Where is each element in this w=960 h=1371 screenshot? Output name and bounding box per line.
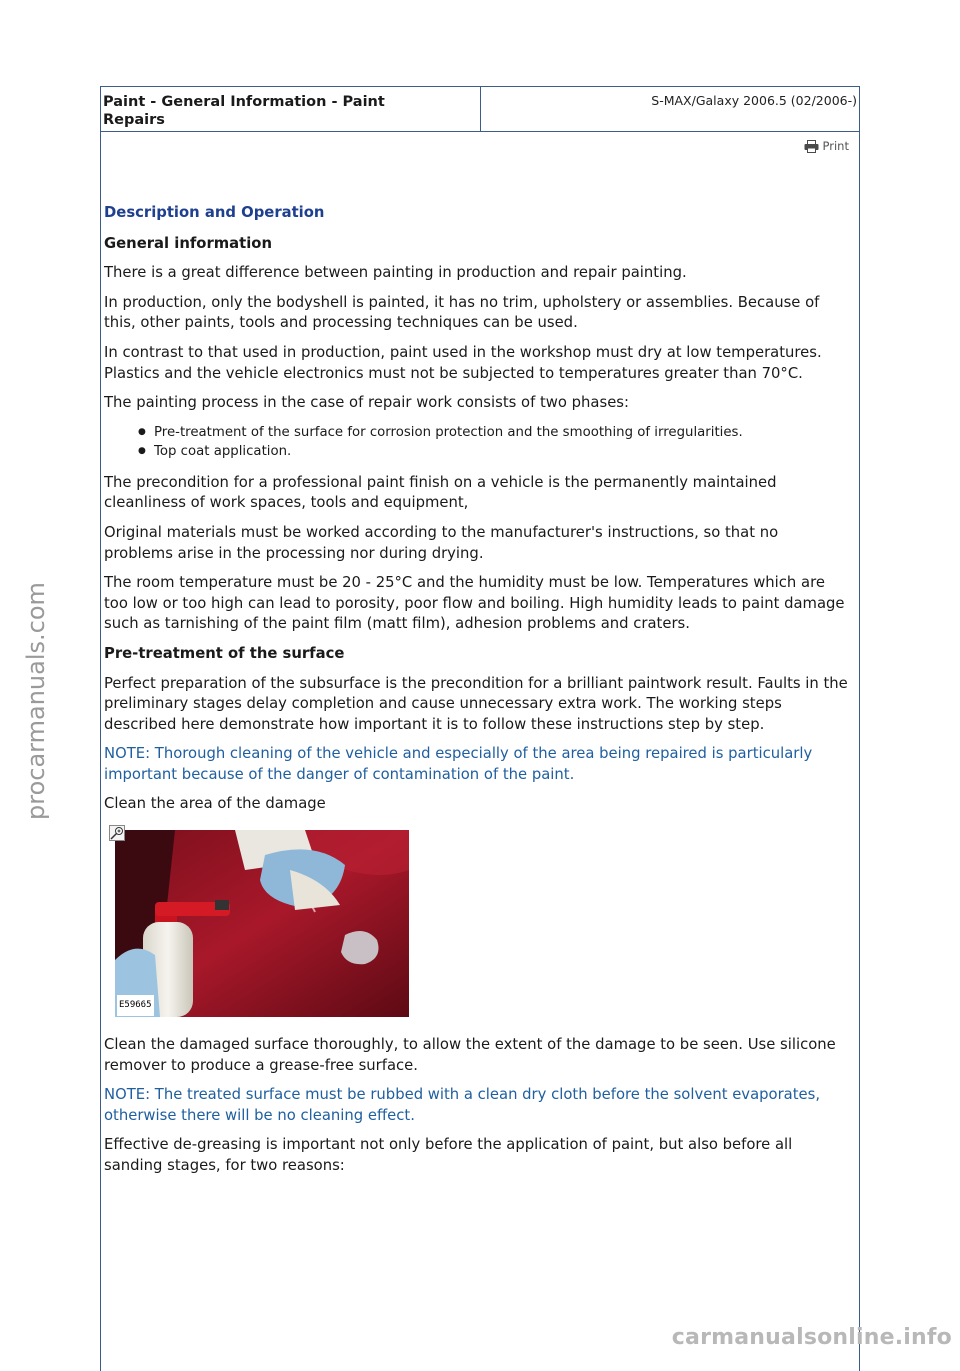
figure (109, 825, 409, 1021)
paragraph: Effective de-greasing is important not only before the application of paint, but also before all sanding stages, for two reasons: (104, 1136, 793, 1175)
paragraph: In contrast to that used in production, paint used in the workshop must dry at low temperatures. Plastics and the vehicle electronics must not be subjected to temperatures greater than 70°C. (104, 343, 822, 382)
figure-id-label: E59665 (117, 995, 154, 1016)
side-watermark: procarmanuals.com (22, 582, 50, 820)
bottom-watermark: carmanualsonline.info (671, 1325, 952, 1350)
paragraph: In production, only the bodyshell is painted, it has no trim, upholstery or assemblies. Because of this, other paints, tools and processing techniques can be used. (104, 293, 820, 332)
cleaning-photo (115, 830, 409, 1017)
paragraph: The painting process in the case of repair work consists of two phases: (104, 394, 630, 412)
vehicle-model: S-MAX/Galaxy 2006.5 (02/2006-) (651, 93, 857, 108)
paragraph: Clean the damaged surface thoroughly, to allow the extent of the damage to be seen. Use silicone remover to produce a grease-free surface. (104, 1036, 836, 1074)
paragraph: The precondition for a professional paint finish on a vehicle is the permanently maintained cleanliness of work spaces, tools and equipment, (104, 473, 777, 512)
paragraph: There is a great difference between painting in production and repair painting. (104, 264, 687, 282)
note: NOTE: The treated surface must be rubbed with a clean dry cloth before the solvent evaporates, otherwise there will be no cleaning effect. (104, 1086, 821, 1124)
zoom-icon[interactable] (109, 825, 125, 841)
document-title (101, 87, 481, 131)
cleaning-illustration (115, 830, 409, 1017)
phase-list (104, 423, 849, 462)
list-item: ● Top coat application. (154, 442, 849, 462)
content-frame (100, 131, 860, 1371)
printer-icon (804, 140, 819, 153)
paragraph: Original materials must be worked according to the manufacturer's instructions, so that no problems arise in the processing nor during drying. (104, 523, 779, 562)
paragraph: Perfect preparation of the subsurface is the precondition for a brilliant paintwork result. Faults in the preliminary stages delay completion and cause unnecessary extra work. The working steps described here demonstrate how important it is to follow these instructions step by step. (104, 674, 848, 733)
print-button[interactable] (804, 139, 849, 153)
section-title: Description and Operation (104, 204, 325, 221)
paragraph: The room temperature must be 20 - 25°C and the humidity must be low. Temperatures which are too low or too high can lead to porosity, poor flow and boiling. High humidity leads to paint damage such as tarnishing of the paint film (matt film), adhesion problems and craters. (104, 574, 845, 633)
page-header (100, 86, 860, 132)
list-item: ● Pre-treatment of the surface for corrosion protection and the smoothing of irregularities. (154, 423, 849, 443)
subheading-pretreatment: Pre-treatment of the surface (104, 644, 345, 662)
note: NOTE: Thorough cleaning of the vehicle and especially of the area being repaired is particularly important because of the danger of contamination of the paint. (104, 745, 813, 783)
title-line-2: Repairs (103, 112, 165, 128)
article-body (104, 203, 849, 1186)
print-label: Print (822, 139, 849, 153)
title-line-1: Paint - General Information - Paint (103, 94, 385, 110)
step-caption: Clean the area of the damage (104, 795, 326, 813)
subheading-general-information: General information (104, 234, 273, 252)
